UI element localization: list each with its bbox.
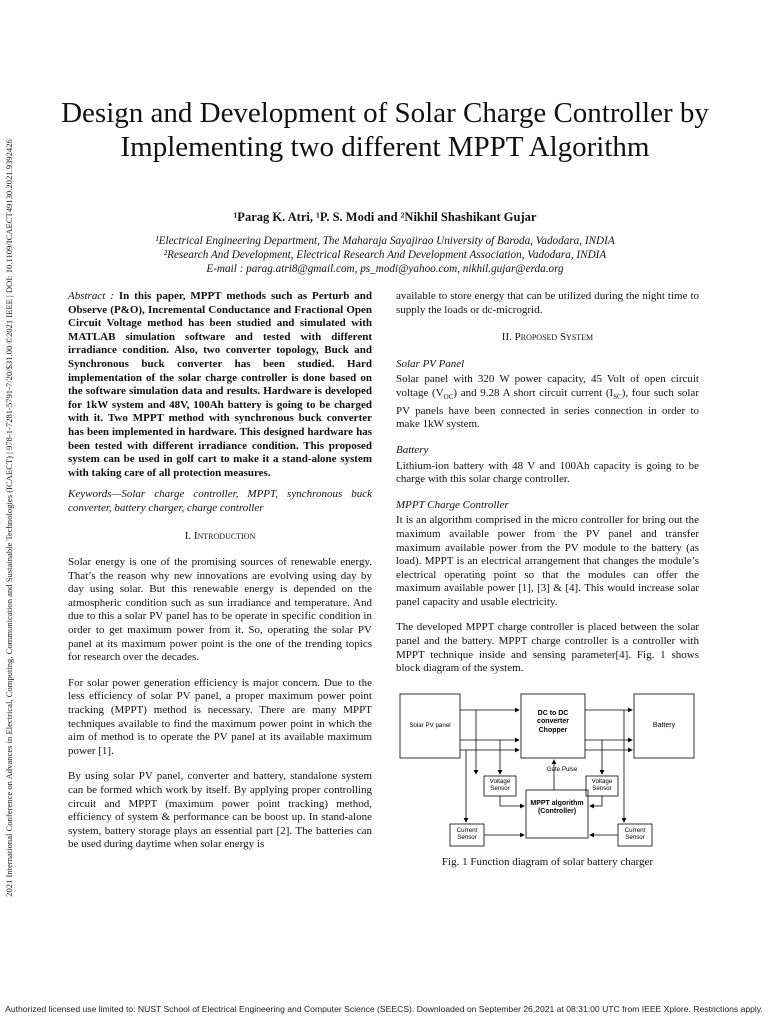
abstract-label: Abstract : — [68, 290, 114, 302]
solar-pv-paragraph: Solar panel with 320 W power capacity, 45 Volt of open circuit voltage $(V_{OC})$ and 9.28 A short circuit current $(I_{SC})$, four such solar PV panels have been connected in series connection in order to make 1kW system. — [396, 373, 699, 431]
label-solar-pv: Solar PV panel — [409, 721, 451, 729]
subheading-solar-pv: Solar PV Panel — [396, 357, 465, 370]
continued-paragraph: available to store energy that can be utilized during the night time to supply the loads or dc-microgrid. — [396, 290, 699, 316]
label-voltage-sensor-2: Voltage Sensor — [591, 777, 613, 793]
label-voltage-sensor-1: Voltage Sensor — [489, 777, 511, 793]
section-heading-proposed-system: II. Proposed System — [501, 331, 594, 344]
keywords: Keywords—Solar charge controller, MPPT, synchronous buck converter, battery charger, charge controller — [68, 488, 372, 514]
section-heading-introduction: I. Introduction — [184, 529, 256, 542]
label-battery: Battery — [652, 721, 676, 729]
email-line: E-mail : parag.atri8@gmail.com, ps_modi@yahoo.com, nikhil.gujar@erda.org — [206, 263, 564, 275]
abstract — [68, 290, 372, 480]
intro-paragraph-1: Solar energy is one of the promising sources of renewable energy. That’s the reason why new innovations are evolving using day by day using solar. But this renewable energy is depended on the atmospheric condition such as sun irradiance and temperature. And due to this a solar PV panel has to be operate in specific condition in order to get maximum power from it. So, operating the solar PV panel at its maximum power point is the one of the trending topics for research over the decades. — [68, 556, 372, 664]
right-column — [396, 290, 699, 869]
mppt-paragraph-1: It is an algorithm comprised in the micro controller for bring out the maximum available power from the PV panel and transfer maximum available power from the PV module to the battery (as load). MPPT is an electrical arrangement that changes the module’s electrical operating point so that the modules can offer the maximum available power [1], [3] & [4]. This would increase solar panel capacity and usable electricity. — [396, 514, 699, 608]
subheading-mppt: MPPT Charge Controller — [396, 498, 509, 511]
label-mppt: MPPT algorithm (Controller) — [530, 799, 584, 816]
mppt-paragraph-2: The developed MPPT charge controller is placed between the solar panel and the battery. MPPT charge controller is a controller with MPPT technique inside and sensing parameter[4]. Fig. 1 shows block diagram of the system. — [396, 621, 699, 675]
abstract-text: In this paper, MPPT methods such as Perturb and Observe (P&O), Incremental Conductance and Fractional Open Circuit Voltage method has been studied and simulated with MATLAB simulation software and tested with different irradiance condition. Also, two converter topology, Buck and Synchronous buck converter has been studied. Hard implementation of the solar charge controller is done based on the software simulation data and results. Hardware is developed for 1kW system and 48V, 100Ah battery is going to be charged with it. Two MPPT method with synchronous buck converter has been implemented in hardware. This designed hardware has been tested with different irradiance condition. This proposed system can be used in golf cart to make it a stand-alone system with taking care of all protection measures. — [68, 290, 372, 479]
label-dcdc: DC to DC converter Chopper — [537, 709, 569, 734]
label-gate-pulse: Gate Pulse — [546, 765, 578, 773]
affiliation-2: ²Research And Development, Electrical Research And Development Association, Vadodara, INDIA — [163, 249, 607, 261]
block-diagram — [396, 688, 698, 852]
intro-paragraph-3: By using solar PV panel, converter and battery, standalone system can be formed which work by itself. By applying proper controlling circuit and MPPT (maximum power point tracking) method, efficiency of system & performance can be boost up. In stand-alone system, battery storage plays an essential part [2]. The batteries can be used during daytime when solar energy is — [68, 770, 372, 851]
figure-caption: Fig. 1 Function diagram of solar battery charger — [441, 855, 654, 868]
left-column — [68, 290, 372, 864]
conference-banner: 2021 International Conference on Advances in Electrical, Computing, Communication and Sustainable Technologies (ICAECT) | 978-1-7281-5791-7/20/$31.00 ©2021 IEEE | DOI: 10.1109/ICAECT49130.2021.9392426 — [4, 139, 14, 897]
license-footer: Authorized licensed use limited to: NUST School of Electrical Engineering and Computer Science (SEECS). Downloaded on September 26,2021 at 08:31:00 UTC from IEEE Xplore. Restrictions apply. — [5, 1004, 763, 1014]
intro-paragraph-2: For solar power generation efficiency is major concern. Due to the less efficiency of solar PV panel, a proper maximum power point tracking (MPPT) method is necessary. There are many MPPT techniques available to find the maximum power point in which the aim of method is to operate the PV panel at its available maximum power [1]. — [68, 676, 372, 757]
paper-title: Design and Development of Solar Charge Controller by Implementing two different MPPT Algorithm — [61, 97, 709, 163]
affiliation-1: ¹Electrical Engineering Department, The Maharaja Sayajirao University of Baroda, Vadodara, INDIA — [155, 235, 615, 247]
battery-paragraph: Lithium-ion battery with 48 V and 100Ah capacity is going to be charge with this solar charge controller. — [396, 459, 699, 486]
author-list: ¹Parag K. Atri, ¹P. S. Modi and ²Nikhil Shashikant Gujar — [233, 210, 537, 224]
affiliations — [40, 234, 730, 276]
subheading-battery: Battery — [396, 443, 429, 456]
label-current-sensor-2: Current Sensor — [624, 826, 646, 842]
label-current-sensor-1: Current Sensor — [456, 826, 478, 842]
